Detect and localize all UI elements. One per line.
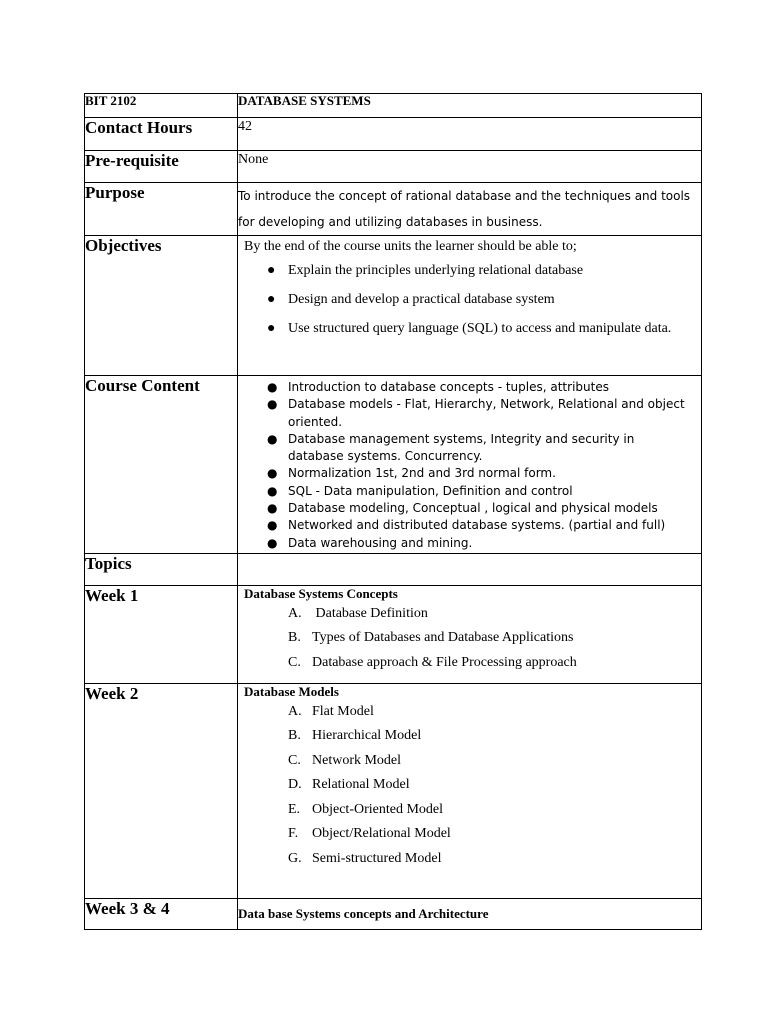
bullet-icon: ● [267,466,278,481]
content-item: ● Data warehousing and mining. [238,535,693,552]
bullet-icon: ● [267,263,276,278]
week-2-item: D. Relational Model [288,777,410,793]
objectives-list [238,256,701,343]
content-item: ● Database management systems, Integrity and security in database systems. Concurrency. [267,431,635,464]
purpose-row [85,183,702,236]
course-code-row [85,94,702,118]
course-title: DATABASE SYSTEMS [238,94,702,118]
week-2-row [85,683,702,898]
week-2-item: C. Network Model [288,752,402,768]
course-outline-table [84,93,702,930]
week-2-cell [238,683,702,898]
week-2-item: B. Hierarchical Model [288,728,422,744]
week-1-item: B. Types of Databases and Database Applications [288,630,574,646]
week-3-4-label: Week 3 & 4 [85,898,238,929]
objective-item: ● Explain the principles underlying relational database [238,256,693,285]
bullet-icon: ● [267,535,278,550]
purpose-label: Purpose [85,183,238,236]
bullet-icon: ● [267,380,278,394]
bullet-icon: ● [267,292,276,307]
week-2-item: F. Object/Relational Model [288,826,451,842]
week-1-title: Database Systems Concepts [244,585,398,601]
content-item: ● SQL - Data manipulation, Definition and control [238,483,693,500]
objectives-row [85,236,702,376]
week-2-title: Database Models [244,683,339,699]
content-item: ● Database models - Flat, Hierarchy, Network, Relational and object oriented. [267,397,685,429]
week-2-list [238,700,701,872]
bullet-icon: ● [267,397,278,412]
objectives-label: Objectives [85,236,238,376]
topics-label: Topics [85,553,238,585]
prerequisite-value: None [238,151,702,183]
bullet-icon: ● [267,518,278,533]
week-1-row [85,585,702,683]
week-1-label: Week 1 [85,585,238,683]
contact-hours-row [85,118,702,151]
purpose-text: To introduce the concept of rational database and the techniques and tools for developing and utilizing databases in business. [238,183,702,236]
week-2-item: A. Flat Model [288,703,374,719]
content-item: ● Networked and distributed database systems. (partial and full) [238,517,693,534]
bullet-icon: ● [267,321,276,336]
week-2-item: G. Semi-structured Model [288,850,442,866]
objectives-cell [238,236,702,376]
contact-hours-label: Contact Hours [85,118,238,151]
week-2-item: E. Object-Oriented Model [288,801,444,817]
course-code: BIT 2102 [85,94,238,118]
course-content-cell [238,376,702,554]
week-3-4-row [85,898,702,929]
objective-item: ● Design and develop a practical database system [238,285,693,314]
course-content-label: Course Content [85,376,238,554]
topics-empty-cell [238,553,702,585]
course-content-list [238,376,701,553]
content-item: ● Normalization 1st, 2nd and 3rd normal form. [238,465,693,482]
week-3-4-title: Data base Systems concepts and Architecture [238,898,702,929]
objective-item: ● Use structured query language (SQL) to access and manipulate data. [238,314,693,343]
week-2-label: Week 2 [85,683,238,898]
week-1-item: C. Database approach & File Processing approach [288,654,577,670]
content-item: ● Introduction to database concepts - tuples, attributes [238,379,693,396]
course-content-row [85,376,702,554]
week-1-list [238,602,701,676]
objectives-intro: By the end of the course units the learner should be able to; [244,239,577,254]
prerequisite-row [85,151,702,183]
week-1-cell [238,585,702,683]
week-1-item: A. Database Definition [288,605,428,621]
contact-hours-value: 42 [238,118,702,151]
topics-row [85,553,702,585]
content-item: ● Database modeling, Conceptual , logical and physical models [238,500,693,517]
bullet-icon: ● [267,431,278,446]
bullet-icon: ● [267,483,278,498]
prerequisite-label: Pre-requisite [85,151,238,183]
bullet-icon: ● [267,501,278,516]
